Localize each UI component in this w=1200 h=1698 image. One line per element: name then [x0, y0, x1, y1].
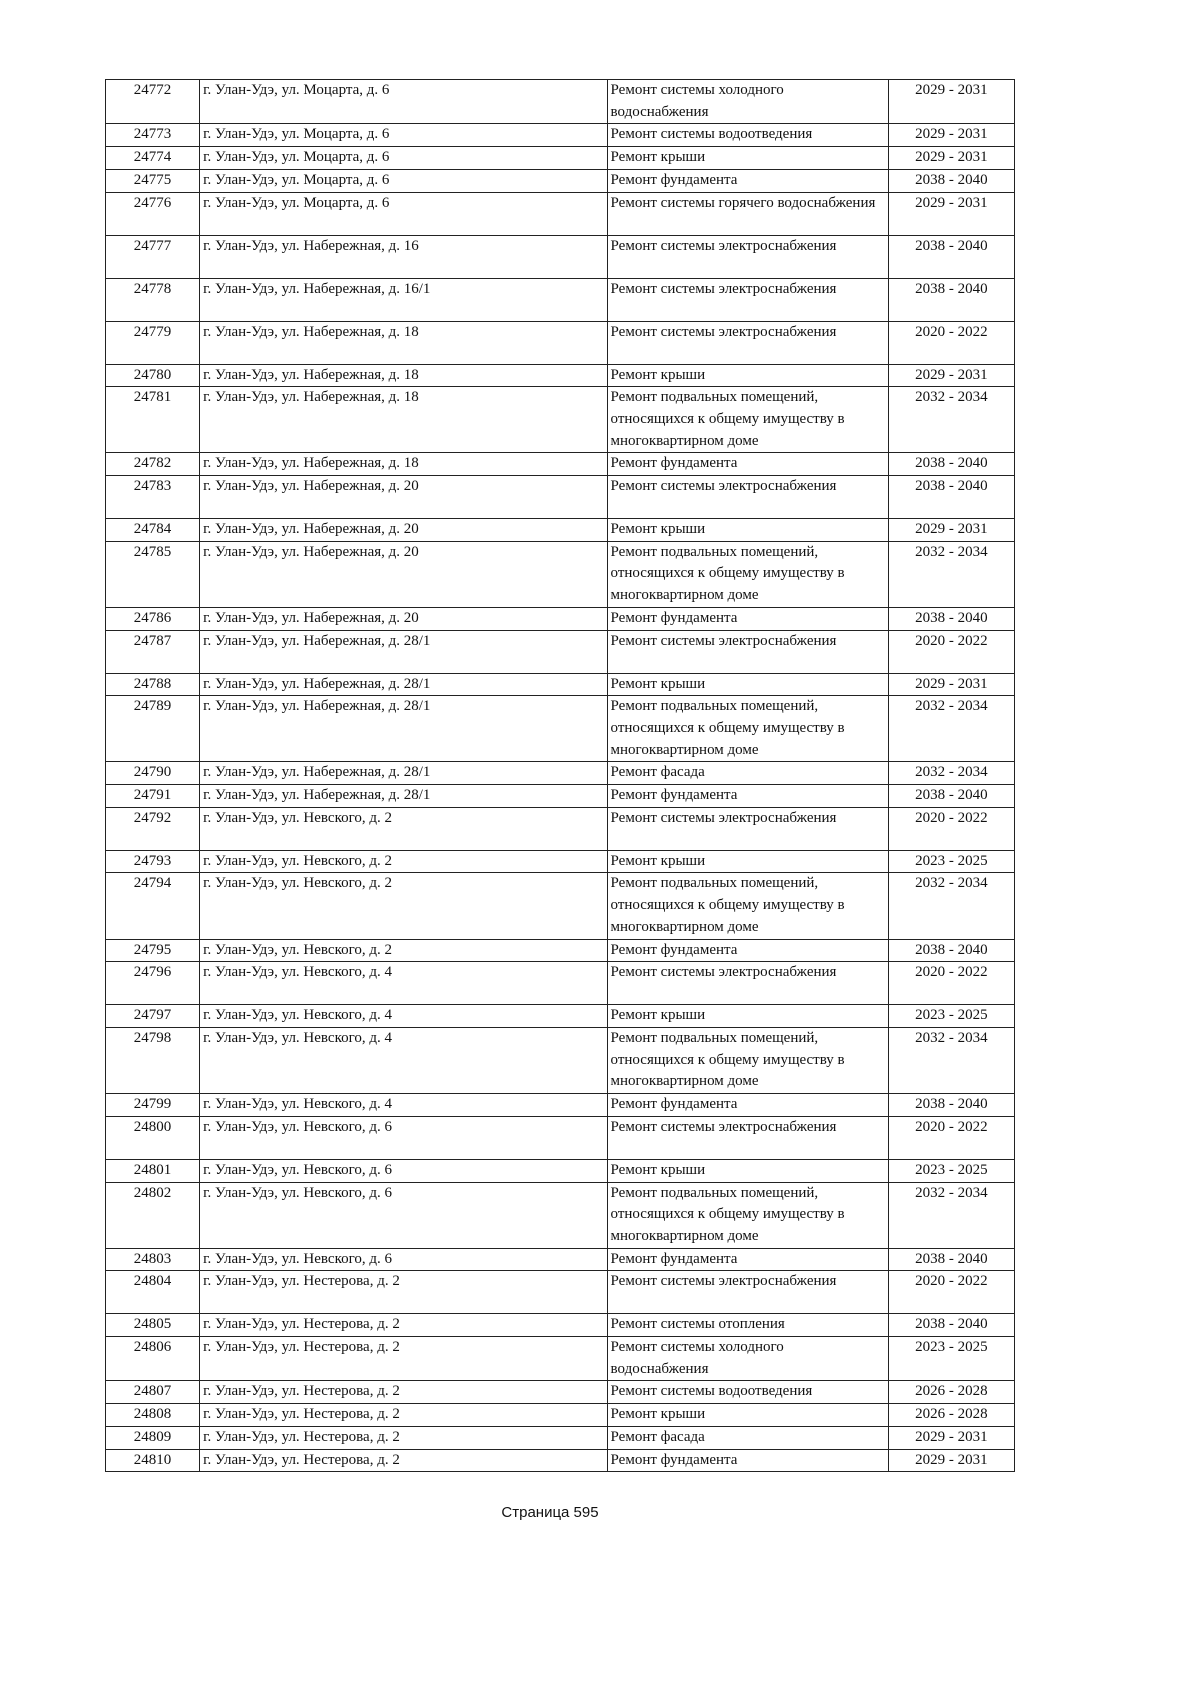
- row-years: 2020 - 2022: [888, 807, 1014, 850]
- table-row: [106, 519, 1015, 542]
- row-years: 2038 - 2040: [888, 453, 1014, 476]
- row-work-type: Ремонт системы горячего водоснабжения: [607, 192, 888, 235]
- row-work-type: Ремонт системы электроснабжения: [607, 476, 888, 519]
- row-number: 24793: [106, 850, 200, 873]
- row-address: г. Улан-Удэ, ул. Невского, д. 2: [200, 873, 607, 939]
- row-number: 24807: [106, 1381, 200, 1404]
- row-work-type: Ремонт фасада: [607, 1426, 888, 1449]
- table-row: [106, 1159, 1015, 1182]
- row-address: г. Улан-Удэ, ул. Набережная, д. 28/1: [200, 673, 607, 696]
- table-row: [106, 476, 1015, 519]
- row-address: г. Улан-Удэ, ул. Моцарта, д. 6: [200, 147, 607, 170]
- row-years: 2026 - 2028: [888, 1381, 1014, 1404]
- table-row: [106, 673, 1015, 696]
- table-body: [106, 80, 1015, 1472]
- row-address: г. Улан-Удэ, ул. Набережная, д. 20: [200, 476, 607, 519]
- row-work-type: Ремонт крыши: [607, 364, 888, 387]
- row-number: 24797: [106, 1005, 200, 1028]
- row-years: 2029 - 2031: [888, 673, 1014, 696]
- table-row: [106, 762, 1015, 785]
- row-work-type: Ремонт системы холодного водоснабжения: [607, 80, 888, 124]
- table-row: [106, 453, 1015, 476]
- row-work-type: Ремонт системы электроснабжения: [607, 321, 888, 364]
- row-years: 2020 - 2022: [888, 321, 1014, 364]
- table-row: [106, 387, 1015, 453]
- row-address: г. Улан-Удэ, ул. Нестерова, д. 2: [200, 1426, 607, 1449]
- row-number: 24779: [106, 321, 200, 364]
- row-number: 24773: [106, 124, 200, 147]
- row-number: 24789: [106, 696, 200, 762]
- row-work-type: Ремонт системы отопления: [607, 1314, 888, 1337]
- table-row: [106, 607, 1015, 630]
- row-work-type: Ремонт подвальных помещений, относящихся к общему имуществу в многоквартирном доме: [607, 541, 888, 607]
- row-work-type: Ремонт крыши: [607, 519, 888, 542]
- row-number: 24803: [106, 1248, 200, 1271]
- row-number: 24795: [106, 939, 200, 962]
- row-number: 24787: [106, 630, 200, 673]
- row-number: 24791: [106, 785, 200, 808]
- table-row: [106, 1027, 1015, 1093]
- row-years: 2038 - 2040: [888, 1248, 1014, 1271]
- row-years: 2020 - 2022: [888, 1271, 1014, 1314]
- repair-schedule-table: [105, 79, 1015, 1472]
- row-work-type: Ремонт подвальных помещений, относящихся к общему имуществу в многоквартирном доме: [607, 1027, 888, 1093]
- row-address: г. Улан-Удэ, ул. Набережная, д. 28/1: [200, 696, 607, 762]
- row-number: 24774: [106, 147, 200, 170]
- row-work-type: Ремонт фундамента: [607, 607, 888, 630]
- table-row: [106, 696, 1015, 762]
- row-address: г. Улан-Удэ, ул. Набережная, д. 28/1: [200, 762, 607, 785]
- table-row: [106, 962, 1015, 1005]
- row-number: 24780: [106, 364, 200, 387]
- row-number: 24799: [106, 1094, 200, 1117]
- row-number: 24790: [106, 762, 200, 785]
- row-work-type: Ремонт крыши: [607, 1159, 888, 1182]
- row-address: г. Улан-Удэ, ул. Набережная, д. 16/1: [200, 278, 607, 321]
- row-number: 24772: [106, 80, 200, 124]
- table-row: [106, 1337, 1015, 1381]
- row-address: г. Улан-Удэ, ул. Невского, д. 4: [200, 1094, 607, 1117]
- row-address: г. Улан-Удэ, ул. Набережная, д. 28/1: [200, 630, 607, 673]
- row-number: 24801: [106, 1159, 200, 1182]
- row-number: 24809: [106, 1426, 200, 1449]
- row-number: 24808: [106, 1404, 200, 1427]
- row-address: г. Улан-Удэ, ул. Нестерова, д. 2: [200, 1337, 607, 1381]
- row-work-type: Ремонт фундамента: [607, 1248, 888, 1271]
- row-work-type: Ремонт крыши: [607, 673, 888, 696]
- table-row: [106, 192, 1015, 235]
- row-years: 2029 - 2031: [888, 124, 1014, 147]
- table-row: [106, 321, 1015, 364]
- table-row: [106, 1005, 1015, 1028]
- row-work-type: Ремонт системы холодного водоснабжения: [607, 1337, 888, 1381]
- row-work-type: Ремонт фундамента: [607, 1449, 888, 1472]
- row-work-type: Ремонт системы электроснабжения: [607, 1116, 888, 1159]
- row-work-type: Ремонт фундамента: [607, 939, 888, 962]
- row-years: 2032 - 2034: [888, 873, 1014, 939]
- row-number: 24782: [106, 453, 200, 476]
- row-work-type: Ремонт подвальных помещений, относящихся к общему имуществу в многоквартирном доме: [607, 1182, 888, 1248]
- row-work-type: Ремонт крыши: [607, 147, 888, 170]
- row-work-type: Ремонт системы электроснабжения: [607, 962, 888, 1005]
- row-years: 2023 - 2025: [888, 1337, 1014, 1381]
- row-years: 2020 - 2022: [888, 962, 1014, 1005]
- row-years: 2038 - 2040: [888, 939, 1014, 962]
- row-address: г. Улан-Удэ, ул. Нестерова, д. 2: [200, 1271, 607, 1314]
- table-row: [106, 807, 1015, 850]
- row-number: 24777: [106, 235, 200, 278]
- table-row: [106, 873, 1015, 939]
- row-number: 24805: [106, 1314, 200, 1337]
- row-number: 24784: [106, 519, 200, 542]
- row-number: 24786: [106, 607, 200, 630]
- table-row: [106, 1094, 1015, 1117]
- table-row: [106, 1314, 1015, 1337]
- row-number: 24788: [106, 673, 200, 696]
- row-address: г. Улан-Удэ, ул. Невского, д. 2: [200, 807, 607, 850]
- table-row: [106, 235, 1015, 278]
- table-row: [106, 939, 1015, 962]
- row-address: г. Улан-Удэ, ул. Нестерова, д. 2: [200, 1314, 607, 1337]
- row-years: 2032 - 2034: [888, 762, 1014, 785]
- table-row: [106, 124, 1015, 147]
- row-work-type: Ремонт крыши: [607, 1005, 888, 1028]
- row-work-type: Ремонт системы электроснабжения: [607, 630, 888, 673]
- row-number: 24775: [106, 169, 200, 192]
- row-number: 24810: [106, 1449, 200, 1472]
- row-address: г. Улан-Удэ, ул. Невского, д. 6: [200, 1116, 607, 1159]
- row-address: г. Улан-Удэ, ул. Невского, д. 6: [200, 1182, 607, 1248]
- row-work-type: Ремонт системы водоотведения: [607, 124, 888, 147]
- row-number: 24802: [106, 1182, 200, 1248]
- row-years: 2020 - 2022: [888, 1116, 1014, 1159]
- table-row: [106, 1116, 1015, 1159]
- row-work-type: Ремонт подвальных помещений, относящихся к общему имуществу в многоквартирном доме: [607, 696, 888, 762]
- row-work-type: Ремонт системы электроснабжения: [607, 1271, 888, 1314]
- row-number: 24783: [106, 476, 200, 519]
- row-work-type: Ремонт системы электроснабжения: [607, 235, 888, 278]
- row-years: 2038 - 2040: [888, 476, 1014, 519]
- row-address: г. Улан-Удэ, ул. Набережная, д. 20: [200, 541, 607, 607]
- table-row: [106, 364, 1015, 387]
- table-row: [106, 169, 1015, 192]
- row-number: 24796: [106, 962, 200, 1005]
- row-number: 24804: [106, 1271, 200, 1314]
- row-address: г. Улан-Удэ, ул. Нестерова, д. 2: [200, 1449, 607, 1472]
- row-address: г. Улан-Удэ, ул. Невского, д. 4: [200, 1027, 607, 1093]
- row-number: 24792: [106, 807, 200, 850]
- row-years: 2032 - 2034: [888, 1182, 1014, 1248]
- row-address: г. Улан-Удэ, ул. Моцарта, д. 6: [200, 192, 607, 235]
- table-row: [106, 1271, 1015, 1314]
- page-number: Страница 595: [501, 1504, 599, 1521]
- row-address: г. Улан-Удэ, ул. Нестерова, д. 2: [200, 1404, 607, 1427]
- row-years: 2029 - 2031: [888, 192, 1014, 235]
- table-row: [106, 80, 1015, 124]
- table-row: [106, 1182, 1015, 1248]
- row-years: 2032 - 2034: [888, 387, 1014, 453]
- row-years: 2029 - 2031: [888, 1449, 1014, 1472]
- row-work-type: Ремонт системы электроснабжения: [607, 807, 888, 850]
- row-address: г. Улан-Удэ, ул. Набережная, д. 20: [200, 519, 607, 542]
- table-row: [106, 1381, 1015, 1404]
- row-number: 24785: [106, 541, 200, 607]
- row-work-type: Ремонт системы электроснабжения: [607, 278, 888, 321]
- row-years: 2023 - 2025: [888, 1159, 1014, 1182]
- row-years: 2023 - 2025: [888, 850, 1014, 873]
- table-row: [106, 630, 1015, 673]
- row-address: г. Улан-Удэ, ул. Набережная, д. 18: [200, 387, 607, 453]
- row-work-type: Ремонт крыши: [607, 1404, 888, 1427]
- row-years: 2038 - 2040: [888, 1094, 1014, 1117]
- row-work-type: Ремонт подвальных помещений, относящихся к общему имуществу в многоквартирном доме: [607, 387, 888, 453]
- row-years: 2020 - 2022: [888, 630, 1014, 673]
- row-years: 2038 - 2040: [888, 235, 1014, 278]
- table-row: [106, 785, 1015, 808]
- row-work-type: Ремонт фасада: [607, 762, 888, 785]
- row-years: 2038 - 2040: [888, 785, 1014, 808]
- row-years: 2029 - 2031: [888, 147, 1014, 170]
- row-number: 24800: [106, 1116, 200, 1159]
- table-row: [106, 850, 1015, 873]
- row-address: г. Улан-Удэ, ул. Моцарта, д. 6: [200, 169, 607, 192]
- row-work-type: Ремонт фундамента: [607, 453, 888, 476]
- row-address: г. Улан-Удэ, ул. Моцарта, д. 6: [200, 124, 607, 147]
- row-years: 2038 - 2040: [888, 607, 1014, 630]
- row-years: 2038 - 2040: [888, 169, 1014, 192]
- row-address: г. Улан-Удэ, ул. Набережная, д. 28/1: [200, 785, 607, 808]
- row-address: г. Улан-Удэ, ул. Невского, д. 6: [200, 1159, 607, 1182]
- table-row: [106, 1449, 1015, 1472]
- row-years: 2029 - 2031: [888, 519, 1014, 542]
- row-work-type: Ремонт фундамента: [607, 169, 888, 192]
- row-number: 24778: [106, 278, 200, 321]
- table-row: [106, 1248, 1015, 1271]
- row-address: г. Улан-Удэ, ул. Набережная, д. 20: [200, 607, 607, 630]
- row-address: г. Улан-Удэ, ул. Нестерова, д. 2: [200, 1381, 607, 1404]
- row-work-type: Ремонт подвальных помещений, относящихся к общему имуществу в многоквартирном доме: [607, 873, 888, 939]
- table-row: [106, 147, 1015, 170]
- row-number: 24776: [106, 192, 200, 235]
- row-address: г. Улан-Удэ, ул. Невского, д. 2: [200, 939, 607, 962]
- row-number: 24781: [106, 387, 200, 453]
- table-row: [106, 278, 1015, 321]
- row-address: г. Улан-Удэ, ул. Невского, д. 4: [200, 1005, 607, 1028]
- table-row: [106, 1404, 1015, 1427]
- row-years: 2029 - 2031: [888, 364, 1014, 387]
- row-address: г. Улан-Удэ, ул. Невского, д. 2: [200, 850, 607, 873]
- row-number: 24798: [106, 1027, 200, 1093]
- row-address: г. Улан-Удэ, ул. Набережная, д. 16: [200, 235, 607, 278]
- row-work-type: Ремонт фундамента: [607, 785, 888, 808]
- row-years: 2026 - 2028: [888, 1404, 1014, 1427]
- row-years: 2029 - 2031: [888, 1426, 1014, 1449]
- row-work-type: Ремонт системы водоотведения: [607, 1381, 888, 1404]
- row-work-type: Ремонт крыши: [607, 850, 888, 873]
- row-years: 2038 - 2040: [888, 278, 1014, 321]
- row-years: 2032 - 2034: [888, 541, 1014, 607]
- row-years: 2032 - 2034: [888, 1027, 1014, 1093]
- row-address: г. Улан-Удэ, ул. Набережная, д. 18: [200, 364, 607, 387]
- row-work-type: Ремонт фундамента: [607, 1094, 888, 1117]
- row-address: г. Улан-Удэ, ул. Моцарта, д. 6: [200, 80, 607, 124]
- table-row: [106, 1426, 1015, 1449]
- row-address: г. Улан-Удэ, ул. Набережная, д. 18: [200, 453, 607, 476]
- row-address: г. Улан-Удэ, ул. Невского, д. 6: [200, 1248, 607, 1271]
- row-number: 24806: [106, 1337, 200, 1381]
- row-years: 2038 - 2040: [888, 1314, 1014, 1337]
- row-address: г. Улан-Удэ, ул. Набережная, д. 18: [200, 321, 607, 364]
- row-address: г. Улан-Удэ, ул. Невского, д. 4: [200, 962, 607, 1005]
- table-row: [106, 541, 1015, 607]
- row-years: 2029 - 2031: [888, 80, 1014, 124]
- row-number: 24794: [106, 873, 200, 939]
- row-years: 2032 - 2034: [888, 696, 1014, 762]
- row-years: 2023 - 2025: [888, 1005, 1014, 1028]
